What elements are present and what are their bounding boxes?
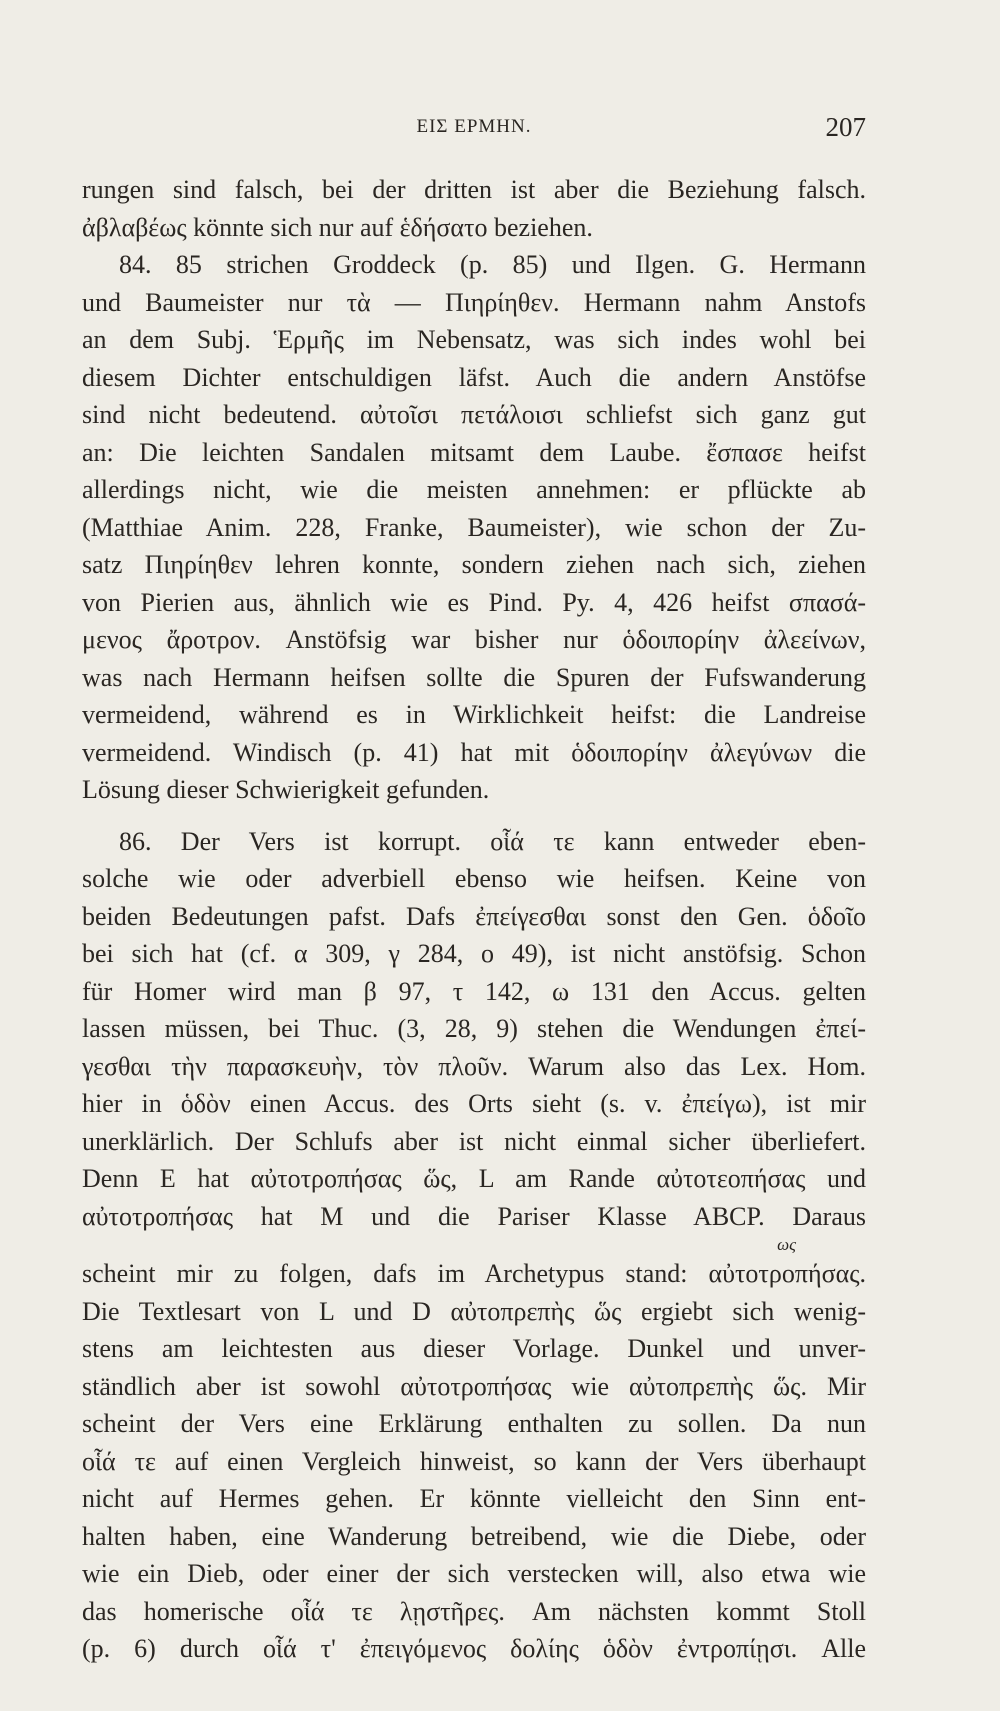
text-line: für Homer wird man β 97, τ 142, ω 131 den Accus. gelten <box>82 976 866 1006</box>
text-line: Die Textlesart von L und D αὐτοπρεπὴς ὥς ergiebt sich wenig- <box>82 1296 866 1326</box>
text-line: unerklärlich. Der Schlufs aber ist nicht einmal sicher überliefert. <box>82 1126 866 1156</box>
text-line: γεσθαι τὴν παρασκευὴν, τὸν πλοῦν. Warum also das Lex. Hom. <box>82 1051 866 1081</box>
text-line: οἷά τε auf einen Vergleich hinweist, so kann der Vers überhaupt <box>82 1446 866 1476</box>
text-line: 86. Der Vers ist korrupt. οἷά τε kann entweder eben- <box>119 826 866 856</box>
text-line: scheint der Vers eine Erklärung enthalten zu sollen. Da nun <box>82 1409 866 1438</box>
text-line: allerdings nicht, wie die meisten annehmen: er pflückte ab <box>82 475 866 504</box>
running-title: ΕΙΣ ΕΡΜΗΝ. <box>416 116 532 137</box>
text-line: (p. 6) durch οἷά τ' ἐπειγόμενος δολίης ὁδὸν ἐντροπίῃσι. Alle <box>82 1634 866 1663</box>
text-line: ständlich aber ist sowohl αὐτοτροπήσας wie αὐτοπρεπὴς ὥς. Mir <box>82 1371 866 1401</box>
text-line: an dem Subj. Ἑρμῆς im Nebensatz, was sich indes wohl bei <box>82 325 866 354</box>
text-line: ἀβλαβέως könnte sich nur auf ἑδήσατο beziehen. <box>82 212 593 242</box>
text-line: diesem Dichter entschuldigen läfst. Auch die andern Anstöfse <box>82 362 866 392</box>
text-line: stens am leichtesten aus dieser Vorlage. Dunkel und unver- <box>82 1334 866 1363</box>
text-line: von Pierien aus, ähnlich wie es Pind. Py. 4, 426 heifst σπασά- <box>82 587 866 617</box>
text-line: μενος ἄροτρον. Anstöfsig war bisher nur ὁδοιπορίην ἀλεείνων, <box>82 625 866 654</box>
text-line: solche wie oder adverbiell ebenso wie heifsen. Keine von <box>82 864 866 893</box>
text-line: 84. 85 strichen Groddeck (p. 85) und Ilgen. G. Hermann <box>119 250 866 279</box>
body-text <box>82 171 866 1668</box>
paragraph-gap <box>82 809 866 823</box>
text-line: vermeidend. Windisch (p. 41) hat mit ὁδοιπορίην ἀλεγύνων die <box>82 737 866 767</box>
interlinear-note: ως <box>777 1235 796 1254</box>
text-line: Lösung dieser Schwierigkeit gefunden. <box>82 775 490 804</box>
text-line: rungen sind falsch, bei der dritten ist aber die Beziehung falsch. <box>82 175 866 204</box>
text-line: scheint mir zu folgen, dafs im Archetypus stand: αὐτοτροπήσας. <box>82 1259 866 1288</box>
text-line: Denn E hat αὐτοτροπήσας ὥς, L am Rande αὐτοτεοπήσας und <box>82 1164 866 1193</box>
text-line: nicht auf Hermes gehen. Er könnte vielleicht den Sinn ent- <box>82 1484 866 1513</box>
text-line: bei sich hat (cf. α 309, γ 284, ο 49), ist nicht anstöfsig. Schon <box>82 939 866 968</box>
text-line: halten haben, eine Wanderung betreibend, wie die Diebe, oder <box>82 1521 866 1551</box>
page-number: 207 <box>825 112 866 142</box>
text-line: das homerische οἷά τε λῃστῆρες. Am nächsten kommt Stoll <box>82 1596 866 1626</box>
text-line: was nach Hermann heifsen sollte die Spuren der Fufswanderung <box>82 662 866 692</box>
text-line: vermeidend, während es in Wirklichkeit heifst: die Landreise <box>82 700 866 729</box>
text-line: und Baumeister nur τὰ — Πιηρίηθεν. Hermann nahm Anstofs <box>82 287 866 317</box>
text-line: (Matthiae Anim. 228, Franke, Baumeister), wie schon der Zu- <box>82 512 866 542</box>
page-header <box>82 112 866 152</box>
text-line: lassen müssen, bei Thuc. (3, 28, 9) stehen die Wendungen ἐπεί- <box>82 1014 866 1043</box>
text-line: sind nicht bedeutend. αὐτοῖσι πετάλοισι schliefst sich ganz gut <box>82 400 866 429</box>
text-line: wie ein Dieb, oder einer der sich verstecken will, also etwa wie <box>82 1559 866 1588</box>
text-line: αὐτοτροπήσας hat M und die Pariser Klasse ABCP. Daraus <box>82 1201 866 1231</box>
text-line: an: Die leichten Sandalen mitsamt dem Laube. ἔσπασε heifst <box>82 437 866 467</box>
text-line: hier in ὁδὸν einen Accus. des Orts sieht (s. v. ἐπείγω), ist mir <box>82 1089 866 1118</box>
text-line: satz Πιηρίηθεν lehren konnte, sondern ziehen nach sich, ziehen <box>82 550 866 579</box>
text-line: beiden Bedeutungen pafst. Dafs ἐπείγεσθαι sonst den Gen. ὁδοῖο <box>82 901 866 931</box>
